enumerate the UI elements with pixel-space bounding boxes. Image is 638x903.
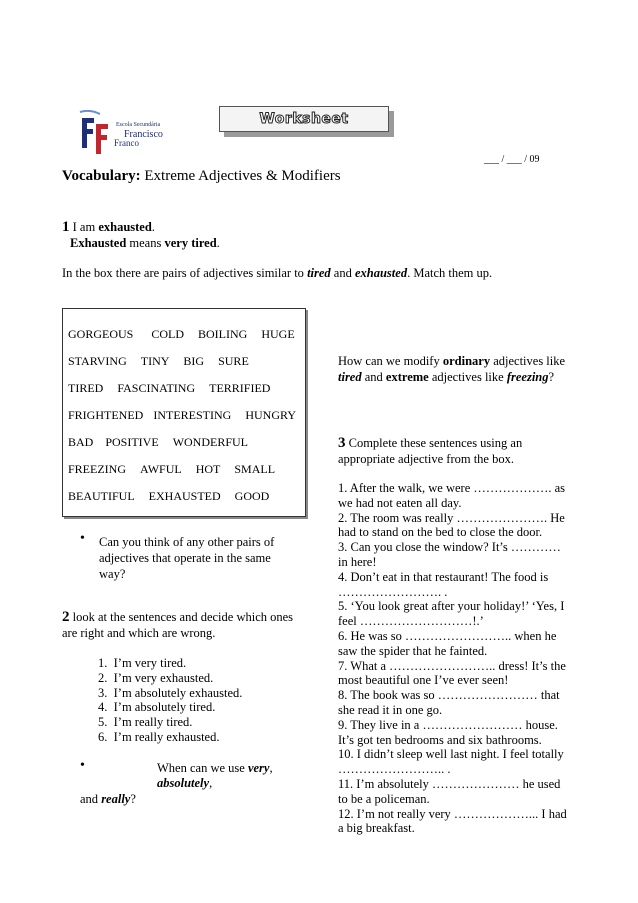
- exercise-line: 2. The room was really …………………. He: [338, 510, 565, 525]
- section3-line2: appropriate adjective from the box.: [338, 452, 514, 466]
- section3-number: 3: [338, 435, 346, 451]
- section1-instruction: [62, 266, 492, 281]
- adjective: TINY: [140, 354, 170, 368]
- q-text: When can we use: [157, 761, 248, 775]
- pairs-line: Can you think of any other pairs of: [99, 535, 275, 549]
- bullet-icon: •: [80, 531, 85, 546]
- adjective: BAD: [68, 435, 94, 449]
- when-question-line1: [157, 761, 273, 776]
- vocabulary-heading: [62, 168, 341, 185]
- adjective: BOILING: [198, 327, 248, 341]
- exercise-line: 5. ‘You look great after your holiday!’ ‘Yes, I: [338, 599, 565, 614]
- s2-text: look at the sentences and decide which ones: [72, 610, 294, 624]
- logo-line2: Francisco: [124, 129, 163, 140]
- sentence-list: [98, 656, 242, 745]
- when-question-line2: [157, 776, 212, 791]
- adjective: HOT: [195, 462, 221, 476]
- modify-question-line1: [338, 354, 565, 369]
- vocabulary-topic: Extreme Adjectives & Modifiers: [144, 168, 341, 184]
- logo-line3: Franco: [114, 138, 139, 148]
- modify-question-line2: [338, 370, 554, 385]
- s1-text: means: [126, 236, 165, 250]
- list-item: 1. I’m very tired.: [98, 656, 187, 670]
- s1-bold: exhausted: [98, 220, 152, 234]
- exercise-line: most beautiful one I’ve ever seen!: [338, 673, 509, 688]
- exercise-line: 12. I’m not really very ………………... I had: [338, 806, 567, 821]
- mq-text: How can we modify: [338, 354, 443, 368]
- exercise-line: she read it in one go.: [338, 702, 443, 717]
- exercise-line: 6. He was so …………………….. when he: [338, 628, 557, 643]
- mq-emph: tired: [338, 370, 362, 384]
- instr-text: and: [330, 266, 355, 280]
- adjective: EXHAUSTED: [148, 489, 221, 503]
- list-item: 5. I’m really tired.: [98, 715, 193, 730]
- adjective: BEAUTIFUL: [68, 489, 135, 503]
- adjective: BIG: [183, 354, 205, 368]
- sentence: I’m very exhausted.: [113, 670, 214, 685]
- adjective: GOOD: [234, 489, 270, 503]
- vocabulary-label: Vocabulary:: [62, 168, 141, 184]
- adjective: SMALL: [234, 462, 276, 476]
- sentence: I’m absolutely exhausted.: [113, 685, 243, 700]
- school-logo-icon: [78, 110, 118, 160]
- mq-text: and: [361, 370, 386, 384]
- exercise-line: a big breakfast.: [338, 821, 415, 836]
- adjective-row: [68, 381, 284, 396]
- section3-line1: [338, 436, 522, 451]
- adjective: HUGE: [261, 327, 295, 341]
- mq-text: ?: [548, 370, 555, 384]
- exercise-line: 3. Can you close the window? It’s …………: [338, 540, 561, 555]
- exercise-line: 9. They live in a …………………… house.: [338, 717, 558, 732]
- s1-text: I am: [72, 220, 99, 234]
- section3-sentences: [338, 481, 567, 836]
- exercise-line: 11. I’m absolutely ………………… he used: [338, 776, 561, 791]
- logo-line1: Escola Secundária: [116, 122, 161, 128]
- section1-line1: [62, 220, 155, 235]
- instr-text: In the box there are pairs of adjectives similar to: [62, 266, 308, 280]
- adjective-box: [62, 308, 306, 517]
- school-logo: [78, 110, 173, 160]
- section2-line2: are right and which are wrong.: [62, 626, 216, 640]
- adjective-row: [68, 462, 289, 477]
- adjective: AWFUL: [140, 462, 182, 476]
- instr-emph: tired: [307, 266, 331, 280]
- adjective: FASCINATING: [117, 381, 196, 395]
- adjective: GORGEOUS: [68, 327, 134, 341]
- exercise-line: …………………….. .: [338, 762, 451, 777]
- exercise-line: ……………………. .: [338, 584, 448, 599]
- adjective: STARVING: [68, 354, 127, 368]
- q-text: ,: [209, 776, 213, 790]
- adjective: TERRIFIED: [209, 381, 271, 395]
- section2-number: 2: [62, 609, 70, 625]
- exercise-line: saw the spider that he fainted.: [338, 643, 488, 658]
- s1-text: .: [216, 236, 220, 250]
- pairs-line: way?: [99, 567, 126, 581]
- adjective: FRIGHTENED: [68, 408, 144, 422]
- adjective: INTERESTING: [153, 408, 232, 422]
- adjective: TIRED: [68, 381, 104, 395]
- exercise-line: to be a policeman.: [338, 791, 430, 806]
- adjective-row: [68, 435, 262, 450]
- list-item: 6. I’m really exhausted.: [98, 729, 220, 744]
- q-emph: really: [101, 792, 131, 806]
- list-item: 3. I’m absolutely exhausted.: [98, 685, 243, 700]
- adjective: HUNGRY: [245, 408, 296, 422]
- list-item: 4. I’m absolutely tired.: [98, 700, 216, 715]
- adjective-row: [68, 408, 310, 423]
- instr-emph: exhausted: [354, 266, 408, 280]
- sentence: I’m really exhausted.: [113, 729, 220, 744]
- exercise-line: had to stand on the bed to close the door.: [338, 525, 543, 540]
- mq-text: adjectives like: [428, 370, 507, 384]
- bullet-icon: •: [80, 758, 85, 773]
- exercise-line: 10. I didn’t sleep well last night. I feel totally: [338, 747, 564, 762]
- mq-bold: extreme: [385, 370, 429, 384]
- pairs-question: [99, 534, 274, 582]
- worksheet-banner: [219, 106, 389, 132]
- section1-line2: [70, 236, 220, 251]
- q-text: ,: [269, 761, 273, 775]
- section1-number: 1: [62, 219, 70, 235]
- adjective: SURE: [218, 354, 249, 368]
- when-question-line3: [80, 792, 136, 807]
- adjective: FREEZING: [68, 462, 126, 476]
- mq-bold: ordinary: [442, 354, 491, 368]
- list-item: 2. I’m very exhausted.: [98, 670, 214, 685]
- section2-line1: [62, 610, 293, 625]
- q-emph: very: [247, 761, 270, 775]
- worksheet-title: Worksheet: [259, 111, 349, 127]
- s1-bold: Exhausted: [70, 236, 127, 250]
- instr-text: . Match them up.: [407, 266, 493, 280]
- exercise-line: It’s got ten bedrooms and six bathrooms.: [338, 732, 542, 747]
- mq-text: adjectives like: [490, 354, 566, 368]
- q-text: ?: [130, 792, 136, 806]
- s3-text: Complete these sentences using an: [348, 436, 523, 450]
- adjective-row: [68, 327, 309, 342]
- pairs-line: adjectives that operate in the same: [99, 551, 271, 565]
- exercise-line: 8. The book was so …………………… that: [338, 688, 560, 703]
- sentence: I’m really tired.: [113, 715, 193, 730]
- adjective: POSITIVE: [105, 435, 159, 449]
- exercise-line: feel ………………………!.’: [338, 614, 484, 629]
- exercise-line: we had not eaten all day.: [338, 495, 462, 510]
- q-emph: absolutely: [157, 776, 210, 790]
- adjective: WONDERFUL: [172, 435, 249, 449]
- sentence: I’m absolutely tired.: [113, 700, 216, 715]
- sentence: I’m very tired.: [113, 656, 187, 670]
- exercise-line: 7. What a …………………….. dress! It’s the: [338, 658, 566, 673]
- s1-text: .: [151, 220, 155, 234]
- exercise-line: in here!: [338, 554, 377, 569]
- adjective-row: [68, 489, 283, 504]
- exercise-line: 1. After the walk, we were ………………. as: [338, 481, 566, 495]
- exercise-line: 4. Don’t eat in that restaurant! The food is: [338, 569, 549, 584]
- mq-emph: freezing: [506, 370, 549, 384]
- q-text: and: [80, 792, 102, 806]
- date-field: ___ / ___ / 09: [484, 154, 540, 165]
- adjective: COLD: [151, 327, 185, 341]
- s1-bold: very tired: [164, 236, 217, 250]
- adjective-row: [68, 354, 263, 369]
